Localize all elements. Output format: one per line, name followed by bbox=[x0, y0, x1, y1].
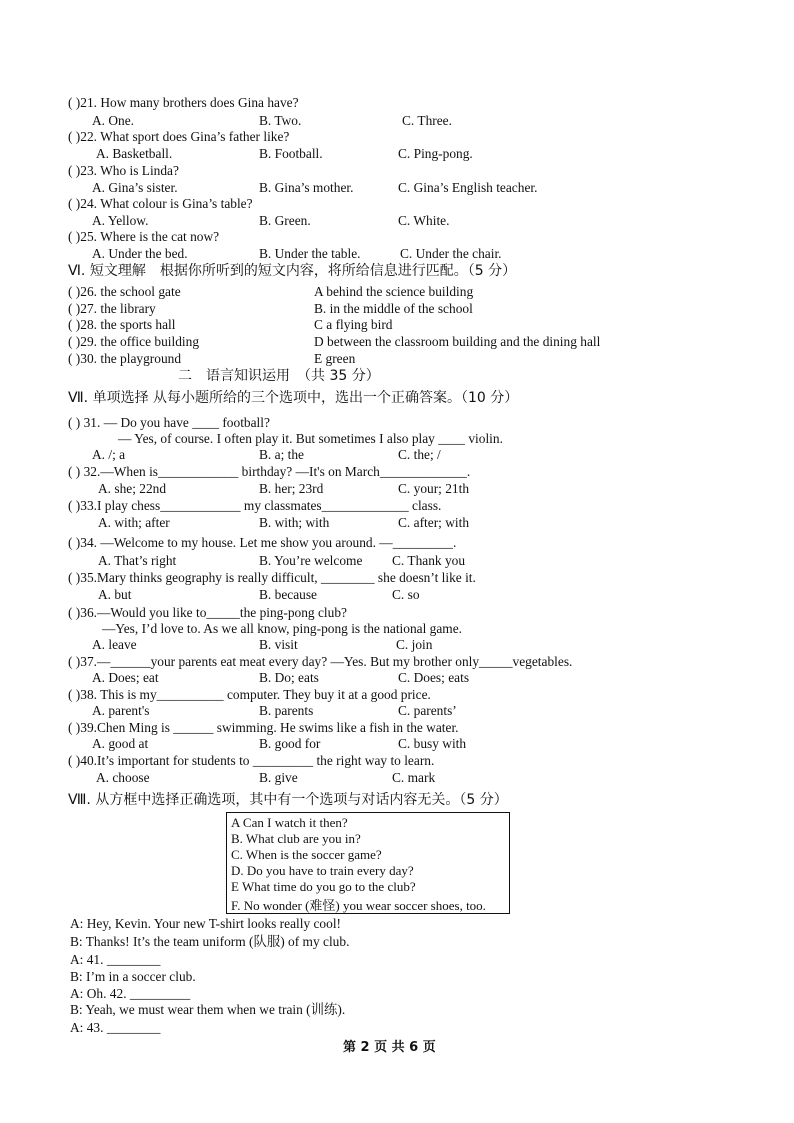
options-box bbox=[226, 812, 510, 914]
q25-option-a: A. Under the bed. bbox=[92, 246, 188, 261]
q40-option-b: B. give bbox=[259, 770, 298, 785]
q31-stem-reply: — Yes, of course. I often play it. But sometimes I also play ____ violin. bbox=[118, 431, 503, 446]
q40-option-c: C. mark bbox=[392, 770, 436, 785]
q39-option-a: A. good at bbox=[92, 736, 149, 751]
q37-option-a: A. Does; eat bbox=[92, 670, 159, 685]
q39-option-b: B. good for bbox=[259, 736, 321, 751]
q36-option-b: B. visit bbox=[259, 637, 298, 652]
q22-option-b: B. Football. bbox=[259, 146, 323, 161]
q31-stem: ( ) 31. — Do you have ____ football? bbox=[68, 415, 270, 430]
box-option-d: D. Do you have to train every day? bbox=[231, 863, 414, 878]
dialogue-line-4: B: I’m in a soccer club. bbox=[70, 969, 196, 984]
q38-option-a: A. parent's bbox=[92, 703, 150, 718]
q22-option-a: A. Basketball. bbox=[96, 146, 173, 161]
q35-option-a: A. but bbox=[98, 587, 132, 602]
q32-option-c: C. your; 21th bbox=[398, 481, 470, 496]
q22-option-c: C. Ping-pong. bbox=[398, 146, 473, 161]
q37-option-c: C. Does; eats bbox=[398, 670, 470, 685]
page-footer: 第 2 页 共 6 页 bbox=[343, 1040, 436, 1055]
q21-option-b: B. Two. bbox=[259, 113, 302, 128]
box-option-b: B. What club are you in? bbox=[231, 831, 361, 846]
q36-stem-reply: —Yes, I’d love to. As we all know, ping-pong is the national game. bbox=[102, 621, 463, 636]
dialogue-line-5: A: Oh. 42. _________ bbox=[70, 986, 191, 1001]
q32-option-b: B. her; 23rd bbox=[259, 481, 324, 496]
match-left-26: ( )26. the school gate bbox=[68, 284, 181, 299]
q34-stem: ( )34. —Welcome to my house. Let me show you around. —_________. bbox=[68, 535, 457, 550]
q31-option-a: A. /; a bbox=[92, 447, 126, 462]
q32-option-a: A. she; 22nd bbox=[98, 481, 167, 496]
dialogue-line-1: A: Hey, Kevin. Your new T-shirt looks really cool! bbox=[70, 916, 342, 931]
match-left-29: ( )29. the office building bbox=[68, 334, 200, 349]
q35-option-b: B. because bbox=[259, 587, 318, 602]
q23-option-a: A. Gina’s sister. bbox=[92, 180, 178, 195]
box-option-e: E What time do you go to the club? bbox=[231, 879, 416, 894]
q25-stem: ( )25. Where is the cat now? bbox=[68, 229, 220, 244]
q33-option-c: C. after; with bbox=[398, 515, 470, 530]
match-left-28: ( )28. the sports hall bbox=[68, 317, 176, 332]
q24-option-c: C. White. bbox=[398, 213, 450, 228]
box-option-a: A Can I watch it then? bbox=[231, 815, 348, 830]
q24-option-a: A. Yellow. bbox=[92, 213, 149, 228]
section-7-heading: Ⅶ. 单项选择 从每小题所给的三个选项中，选出一个正确答案。（10 分） bbox=[68, 390, 519, 406]
q33-option-a: A. with; after bbox=[98, 515, 170, 530]
match-right-c: C a flying bird bbox=[314, 317, 393, 332]
q25-option-b: B. Under the table. bbox=[259, 246, 361, 261]
box-option-f: F. No wonder (难怪) you wear soccer shoes, too. bbox=[231, 898, 486, 913]
q22-stem: ( )22. What sport does Gina’s father like? bbox=[68, 129, 290, 144]
q39-stem: ( )39.Chen Ming is ______ swimming. He swims like a fish in the water. bbox=[68, 720, 459, 735]
q33-stem: ( )33.I play chess____________ my classmates_____________ class. bbox=[68, 498, 442, 513]
match-left-27: ( )27. the library bbox=[68, 301, 156, 316]
match-left-30: ( )30. the playground bbox=[68, 351, 182, 366]
q21-option-a: A. One. bbox=[92, 113, 135, 128]
q34-option-b: B. You’re welcome bbox=[259, 553, 363, 568]
q37-option-b: B. Do; eats bbox=[259, 670, 319, 685]
q38-option-c: C. parents’ bbox=[398, 703, 457, 718]
q36-stem: ( )36.—Would you like to_____the ping-pong club? bbox=[68, 605, 347, 620]
dialogue-line-2: B: Thanks! It’s the team uniform (队服) of my club. bbox=[70, 934, 350, 949]
section-6-heading: Ⅵ. 短文理解 根据你所听到的短文内容，将所给信息进行匹配。（5 分） bbox=[68, 263, 517, 279]
q35-stem: ( )35.Mary thinks geography is really difficult, ________ she doesn’t like it. bbox=[68, 570, 476, 585]
match-right-a: A behind the science building bbox=[314, 284, 474, 299]
q36-option-a: A. leave bbox=[92, 637, 137, 652]
q36-option-c: C. join bbox=[396, 637, 433, 652]
q23-option-c: C. Gina’s English teacher. bbox=[398, 180, 538, 195]
q34-option-a: A. That’s right bbox=[98, 553, 177, 568]
dialogue-line-6: B: Yeah, we must wear them when we train (训练). bbox=[70, 1002, 346, 1017]
q34-option-c: C. Thank you bbox=[392, 553, 466, 568]
q33-option-b: B. with; with bbox=[259, 515, 330, 530]
q31-option-b: B. a; the bbox=[259, 447, 304, 462]
q23-option-b: B. Gina’s mother. bbox=[259, 180, 354, 195]
q25-option-c: C. Under the chair. bbox=[400, 246, 502, 261]
q38-option-b: B. parents bbox=[259, 703, 314, 718]
q23-stem: ( )23. Who is Linda? bbox=[68, 163, 179, 178]
q38-stem: ( )38. This is my__________ computer. They buy it at a good price. bbox=[68, 687, 431, 702]
q35-option-c: C. so bbox=[392, 587, 420, 602]
q24-stem: ( )24. What colour is Gina’s table? bbox=[68, 196, 253, 211]
q24-option-b: B. Green. bbox=[259, 213, 311, 228]
match-right-d: D between the classroom building and the dining hall bbox=[314, 334, 601, 349]
q40-stem: ( )40.It’s important for students to _________ the right way to learn. bbox=[68, 753, 435, 768]
box-option-c: C. When is the soccer game? bbox=[231, 847, 382, 862]
part-2-heading: 二 语言知识运用 （共 35 分） bbox=[178, 368, 380, 384]
q21-stem: ( )21. How many brothers does Gina have? bbox=[68, 95, 299, 110]
q39-option-c: C. busy with bbox=[398, 736, 467, 751]
q40-option-a: A. choose bbox=[96, 770, 150, 785]
q31-option-c: C. the; / bbox=[398, 447, 441, 462]
match-right-e: E green bbox=[314, 351, 356, 366]
q32-stem: ( ) 32.—When is____________ birthday? —It's on March_____________. bbox=[68, 464, 471, 479]
q21-option-c: C. Three. bbox=[402, 113, 452, 128]
match-right-b: B. in the middle of the school bbox=[314, 301, 473, 316]
q37-stem: ( )37.—______your parents eat meat every day? —Yes. But my brother only_____vegetables. bbox=[68, 654, 573, 669]
dialogue-line-3: A: 41. ________ bbox=[70, 952, 161, 967]
section-8-heading: Ⅷ. 从方框中选择正确选项，其中有一个选项与对话内容无关。（5 分） bbox=[68, 792, 508, 808]
dialogue-line-7: A: 43. ________ bbox=[70, 1020, 161, 1035]
